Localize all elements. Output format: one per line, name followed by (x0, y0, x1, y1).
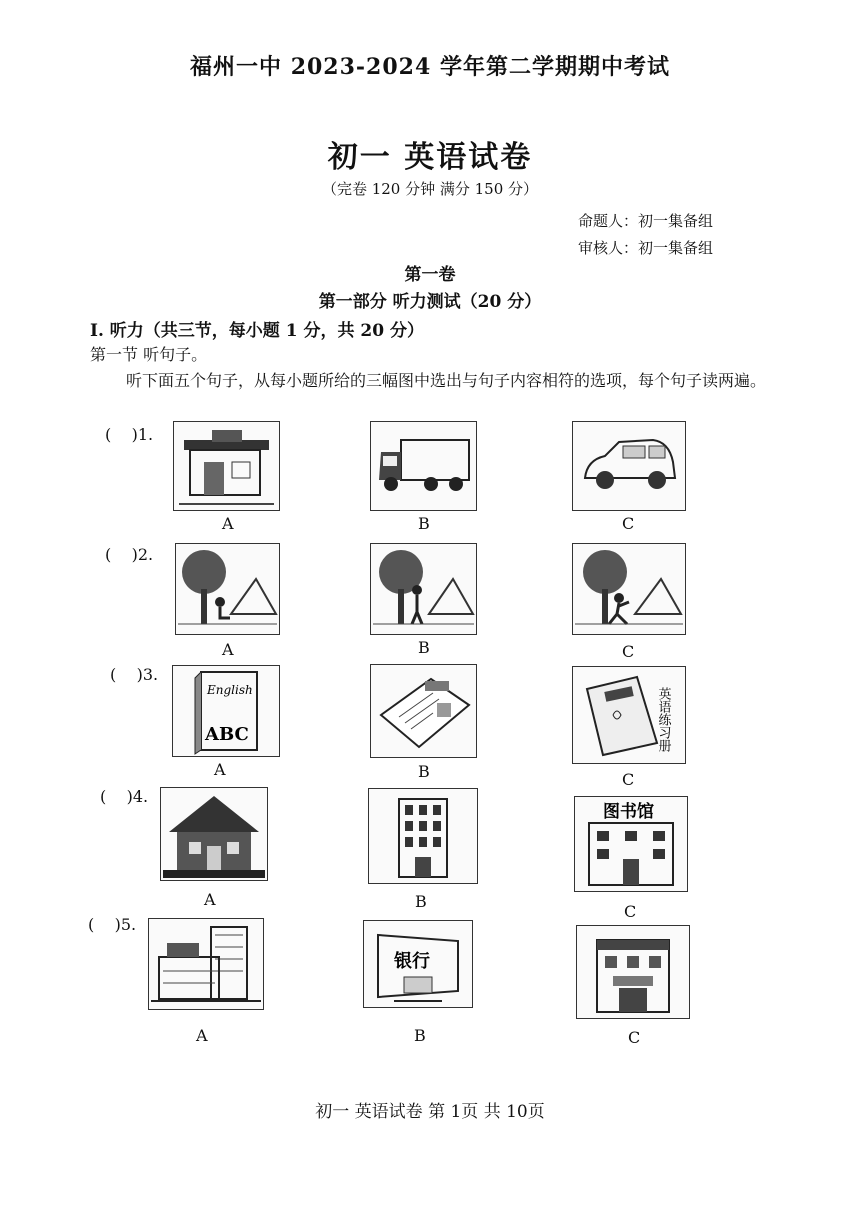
exercise-book-icon[interactable] (572, 666, 686, 764)
english-book-icon[interactable] (172, 665, 280, 757)
library-icon[interactable] (574, 796, 688, 892)
option-label: A (196, 1026, 208, 1045)
option-label: A (222, 514, 234, 533)
bank-sign-text: 银行 (394, 951, 430, 972)
exercise-book-side-text: 英语练习册 (655, 687, 671, 752)
tall-building-icon[interactable] (368, 788, 478, 884)
option-label: C (622, 642, 635, 661)
paper-title: 初一 英语试卷 (327, 140, 533, 175)
page-footer: 初一 英语试卷 第 1页 共 10页 (315, 1102, 545, 1122)
english-book-title: English (207, 683, 253, 697)
option-label: C (624, 902, 637, 921)
shop-building-icon[interactable] (173, 421, 280, 511)
reviewer: 审核人：初一集备组 (578, 239, 714, 257)
option-label: B (418, 638, 430, 657)
person-sitting-under-tree-icon[interactable] (175, 543, 280, 635)
school-exam-title: 福州一中 2023-2024 学年第二学期期中考试 (190, 54, 670, 80)
person-standing-under-tree-icon[interactable] (370, 543, 477, 635)
option-label: B (418, 762, 430, 781)
option-label: C (622, 514, 635, 533)
option-label: C (628, 1028, 641, 1047)
car-icon[interactable] (572, 421, 686, 511)
option-label: B (415, 892, 427, 911)
store-icon[interactable] (576, 925, 690, 1019)
section-heading: I. 听力（共三节，每小题 1 分，共 20 分） (90, 321, 424, 341)
question-number: ( )2. (105, 545, 154, 564)
truck-icon[interactable] (370, 421, 477, 511)
person-running-under-tree-icon[interactable] (572, 543, 686, 635)
exam-duration-score: （完卷 120 分钟 满分 150 分） (321, 180, 539, 198)
part-heading: 第一部分 听力测试（20 分） (318, 292, 542, 312)
option-label: B (414, 1026, 426, 1045)
instructions: 听下面五个句子，从每小题所给的三幅图中选出与句子内容相符的选项，每个句子读两遍。 (126, 371, 767, 390)
train-station-icon[interactable] (148, 918, 264, 1010)
library-sign-text: 图书馆 (603, 802, 654, 822)
question-setter: 命题人：初一集备组 (578, 212, 714, 230)
question-number: ( )4. (100, 787, 149, 806)
newspaper-icon[interactable] (370, 664, 477, 758)
option-label: C (622, 770, 635, 789)
question-number: ( )5. (88, 915, 137, 934)
option-label: B (418, 514, 430, 533)
house-icon[interactable] (160, 787, 268, 881)
english-book-letters: ABC (205, 724, 249, 745)
option-label: A (214, 760, 226, 779)
subsection-heading: 第一节 听句子。 (90, 345, 208, 364)
question-number: ( )3. (110, 665, 159, 684)
volume-heading: 第一卷 (404, 265, 456, 285)
question-number: ( )1. (105, 425, 154, 444)
option-label: A (204, 890, 216, 909)
bank-icon[interactable] (363, 920, 473, 1008)
option-label: A (222, 640, 234, 659)
